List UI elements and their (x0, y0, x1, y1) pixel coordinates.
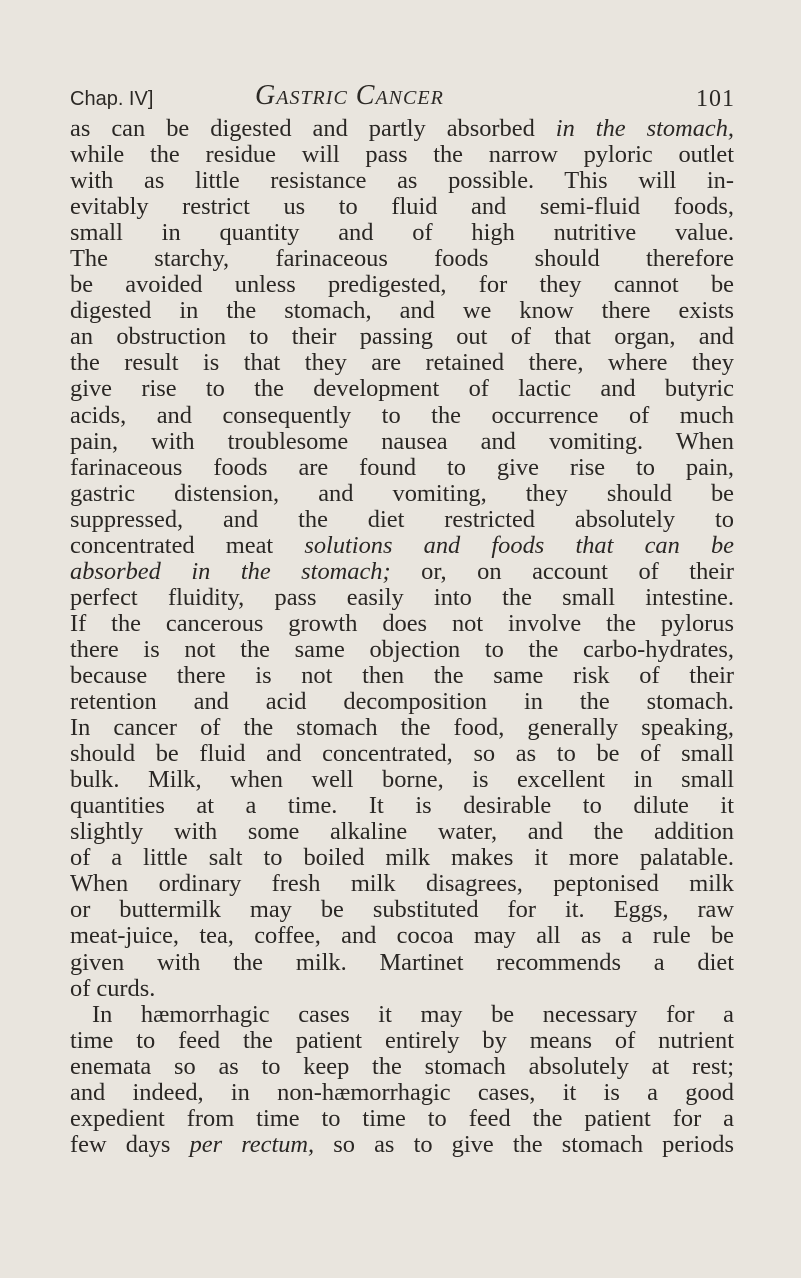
text-run: an obstruction to their passing out of that organ, and (70, 323, 734, 351)
text-line (70, 1002, 734, 1028)
text-run: evitably restrict us to fluid and semi-fluid foods, (70, 193, 734, 221)
text-run: with as little resistance as possible. This will in- (70, 167, 734, 195)
text-line (70, 715, 734, 741)
text-line (70, 429, 734, 455)
text-run: enemata so as to keep the stomach absolutely at rest; (70, 1052, 734, 1080)
text-run: and indeed, in non-hæmorrhagic cases, it is a good (70, 1078, 734, 1106)
text-line (70, 689, 734, 715)
text-line (70, 585, 734, 611)
text-line (70, 220, 734, 246)
text-run: perfect fluidity, pass easily into the small intestine. (70, 583, 734, 611)
text-line (70, 507, 734, 533)
text-line (70, 1132, 734, 1158)
text-run: time to feed the patient entirely by means of nutrient (70, 1026, 734, 1054)
text-run: as can be digested and partly absorbed (70, 115, 556, 142)
text-line (70, 376, 734, 402)
text-run: because there is not then the same risk of their (70, 661, 734, 689)
text-run: digested in the stomach, and we know there exists (70, 297, 734, 325)
text-run: given with the milk. Martinet recommends a diet (70, 948, 734, 976)
text-line (70, 1054, 734, 1080)
text-line (70, 611, 734, 637)
text-run: slightly with some alkaline water, and the addition (70, 818, 734, 846)
page-number: 101 (696, 86, 735, 112)
text-line (70, 272, 734, 298)
text-line (70, 481, 734, 507)
text-run: quantities at a time. It is desirable to dilute it (70, 792, 734, 820)
text-run: If the cancerous growth does not involve the pylorus (70, 609, 734, 637)
text-line (70, 455, 734, 481)
text-line (70, 976, 734, 1002)
text-run: while the residue will pass the narrow pyloric outlet (70, 141, 734, 169)
text-run: bulk. Milk, when well borne, is excellent in small (70, 766, 734, 794)
text-line (70, 637, 734, 663)
text-line (70, 663, 734, 689)
text-run: When ordinary fresh milk disagrees, peptonised milk (70, 870, 734, 898)
text-line (70, 350, 734, 376)
text-run: farinaceous foods are found to give rise to pain, (70, 453, 734, 481)
text-line (70, 168, 734, 194)
text-run: few days (70, 1130, 190, 1158)
text-line (70, 1106, 734, 1132)
text-line (70, 142, 734, 168)
text-line (70, 298, 734, 324)
text-line (70, 741, 734, 767)
text-line (70, 845, 734, 871)
text-line (70, 1028, 734, 1054)
text-line (70, 194, 734, 220)
text-line (70, 1080, 734, 1106)
text-run: so as to give the stomach periods (314, 1130, 734, 1158)
running-title: Gastric Cancer (255, 80, 444, 111)
text-run: should be fluid and concentrated, so as to be of small (70, 740, 734, 768)
text-line (70, 950, 734, 976)
text-run: the result is that they are retained there, where they (70, 349, 734, 377)
text-run: pain, with troublesome nausea and vomiting. When (70, 427, 734, 455)
text-run: In hæmorrhagic cases it may be necessary for a (92, 1000, 734, 1028)
text-line (70, 897, 734, 923)
italic-text: in the stomach, (555, 115, 735, 142)
text-run: meat-juice, tea, coffee, and cocoa may all as a rule be (70, 922, 734, 950)
text-run: or, on account of their (390, 557, 735, 585)
text-run: The starchy, farinaceous foods should therefore (70, 245, 734, 273)
running-head (70, 80, 735, 120)
text-run: acids, and consequently to the occurrence of much (70, 401, 734, 429)
text-run: there is not the same objection to the carbo-hydrates, (70, 635, 734, 663)
text-run: small in quantity and of high nutritive value. (70, 219, 734, 247)
text-line (70, 246, 734, 272)
text-run: gastric distension, and vomiting, they should be (70, 479, 734, 507)
text-line (70, 793, 734, 819)
text-line (70, 923, 734, 949)
text-run: or buttermilk may be substituted for it. Eggs, raw (70, 896, 734, 924)
text-run: give rise to the development of lactic and butyric (70, 375, 734, 403)
chapter-label: Chap. IV] (70, 88, 154, 110)
text-line (70, 533, 734, 559)
text-run: of a little salt to boiled milk makes it more palatable. (70, 844, 734, 872)
italic-text: per rectum, (189, 1130, 315, 1158)
italic-text: absorbed in the stomach; (70, 557, 391, 585)
text-run: In cancer of the stomach the food, generally speaking, (70, 714, 734, 742)
text-line (70, 116, 734, 142)
text-line (70, 403, 734, 429)
text-line (70, 324, 734, 350)
text-run: suppressed, and the diet restricted absolutely to (70, 505, 734, 533)
text-run: retention and acid decomposition in the stomach. (70, 688, 734, 716)
text-run: of curds. (70, 974, 156, 1002)
text-line (70, 871, 734, 897)
body-text (70, 116, 734, 1158)
text-line (70, 767, 734, 793)
text-line (70, 559, 734, 585)
text-run: concentrated meat (70, 531, 305, 559)
text-run: expedient from time to time to feed the patient for a (70, 1104, 734, 1132)
text-line (70, 819, 734, 845)
text-run: be avoided unless predigested, for they cannot be (70, 271, 734, 299)
italic-text: solutions and foods that can be (304, 531, 734, 559)
